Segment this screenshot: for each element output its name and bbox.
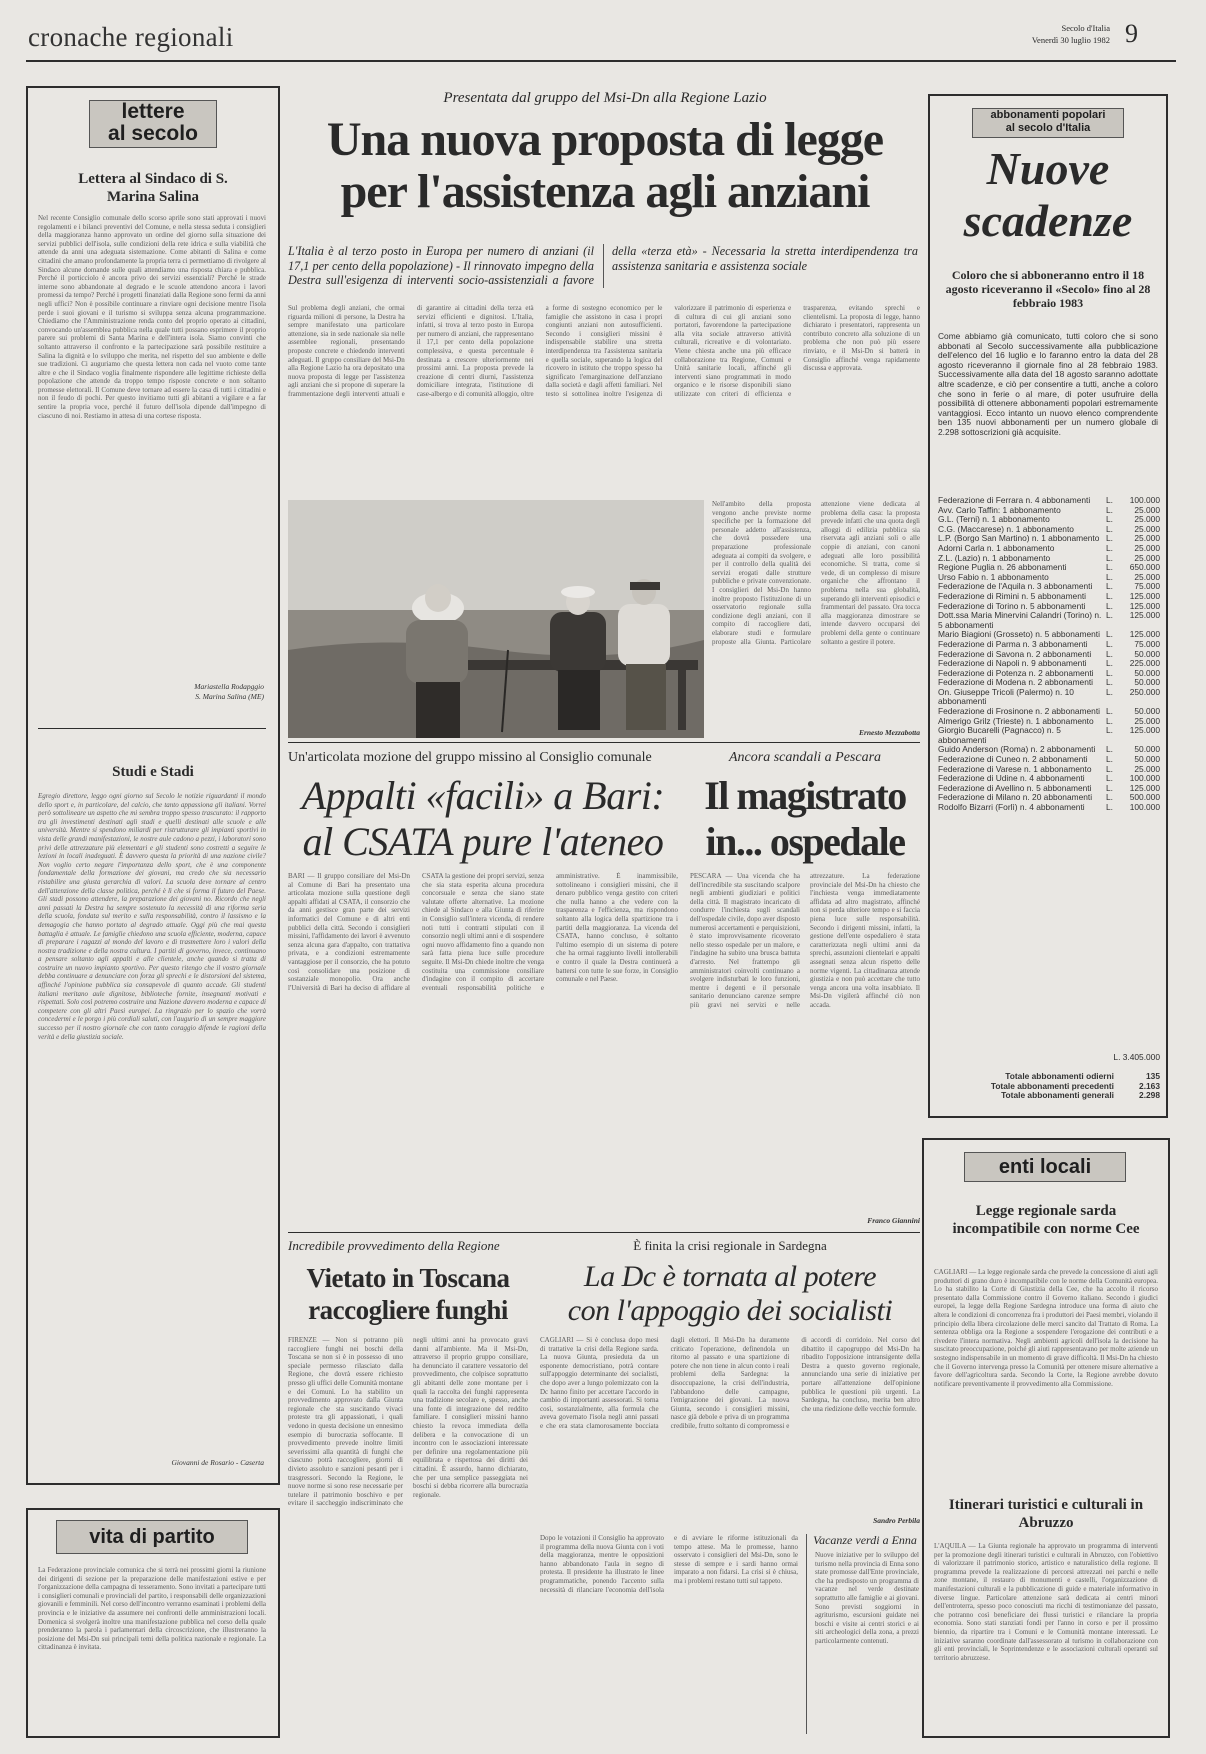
subscription-row-label: Urso Fabio n. 1 abbonamento bbox=[938, 571, 1049, 582]
subscription-row-amount: 50.000 bbox=[1134, 754, 1160, 765]
sardegna-body-lower: Dopo le votazioni il Consiglio ha approvato il programma della nuova Giunta con i voti della maggioranza, mentre le opposizioni hanno abbandonato l'aula in segno di protesta. Il presidente ha illustrato le linee programmatiche, ponendo l'accento sulla necessità di rilanciare l'economia dell'isola e di avviare le riforme istituzionali da tempo attese. Ma le promesse, hanno osservato i consiglieri del Msi-Dn, sono le stesse di sempre e i sardi hanno ormai imparato a non fidarsi. La crisi si è chiusa, ma i problemi restano tutti sul tappeto. bbox=[540, 1534, 798, 1594]
subscription-row-currency: L. bbox=[1106, 629, 1113, 640]
abbonamenti-intro: Come abbiamo già comunicato, tutti coloro che si sono abbonati al Secolo successivamente alla pubblicazione dell'elenco del 16 luglio e lo faranno entro la data del 28 agosto riceveranno il giornale fino al 28 febbraio 1983. Successivamente alla data del 18 agosto saranno adottate altre scadenze, e ciò per consentire a tutti, anche a coloro che sono in ferie o al mare, di poter usufruire della possibilità di ottenere abbonamenti popolari estremamente vantaggiosi. Ecco intanto un nuovo elenco comprendente ben 135 nuovi abbonamenti per un numero globale di 2.298 sottoscrizioni già acquisite. bbox=[938, 331, 1158, 437]
subscription-row-amount: 125.000 bbox=[1129, 782, 1160, 793]
subscription-row-amount: 75.000 bbox=[1134, 581, 1160, 592]
subscription-row-amount: 25.000 bbox=[1134, 763, 1160, 774]
subscription-row-label: Federazione di Modena n. 2 abbonamenti bbox=[938, 677, 1094, 688]
subscription-row-amount: 25.000 bbox=[1134, 542, 1160, 553]
subscription-row-label: Dott.ssa Maria Minervini Calandri (Torino) n. 5 abbonamenti bbox=[938, 610, 1102, 630]
subscription-row-label: Giorgio Bucarelli (Pagnacco) n. 5 abbonamenti bbox=[938, 725, 1061, 745]
subscription-row-currency: L. bbox=[1106, 610, 1113, 621]
enti-locali-box bbox=[922, 1138, 1170, 1738]
subscription-row-amount: 25.000 bbox=[1134, 533, 1160, 544]
letter2-title: Studi e Stadi bbox=[112, 764, 194, 780]
letter1-title: Lettera al Sindaco di S. Marina Salina bbox=[78, 171, 228, 205]
subscription-row-label: Federazione di Varese n. 1 abbonamento bbox=[938, 763, 1092, 774]
subscription-row-currency: L. bbox=[1106, 686, 1113, 697]
subscription-row-currency: L. bbox=[1106, 706, 1113, 717]
subscription-row-amount: 75.000 bbox=[1134, 638, 1160, 649]
sardegna-body: CAGLIARI — Si è conclusa dopo mesi di trattative la crisi della Regione sarda. La nuova Giunta, presieduta da un esponente democristiano, potrà contare sull'appoggio determinante dei socialisti, che dopo aver a lungo polemizzato con la Dc hanno finito per accettare l'accordo in cambio di importanti assessorati. Si torna così, sostanzialmente, alla formula che aveva governato l'isola negli anni passati e che era stata clamorosamente bocciata dagli elettori. Il Msi-Dn ha duramente criticato l'operazione, definendola un ritorno al passato e una spartizione di potere che non tiene in alcun conto i reali problemi della Sardegna: la disoccupazione, la crisi dell'industria, l'abbandono delle campagne, l'emigrazione dei giovani. La nuova Giunta, secondo i consiglieri missini, nasce già debole e priva di un programma credibile, frutto soltanto di compromessi e di accordi di corridoio. Nel corso del dibattito il capogruppo del Msi-Dn ha ribadito l'opposizione intransigente della Destra a questo governo regionale, annunciando una serie di iniziative per portare all'attenzione dell'opinione pubblica le questioni più urgenti. La Sardegna, ha concluso, merita ben altro che una riedizione delle vecchie formule. bbox=[540, 1336, 920, 1430]
letter1-signature: Mariastella Rodapggio bbox=[194, 682, 264, 691]
subscription-row-currency: L. bbox=[1106, 773, 1113, 784]
subscription-row-label: C.G. (Maccarese) n. 1 abbonamento bbox=[938, 523, 1074, 534]
issue-date: Venerdì 30 luglio 1982 bbox=[1031, 35, 1110, 45]
letter1-body: Nel recente Consiglio comunale dello scorso aprile sono stati approvati i nuovi regolamenti e i bilanci preventivi del Comune, e nella stessa seduta i consiglieri della maggioranza hanno approvato un ordine del giorno sulla situazione dei servizi pubblici dell'isola, sulle condizioni della rete idrica e sulla viabilità che attende da anni una adeguata sistemazione. Come abitanti di Salina e come cittadini che amano profondamente la propria terra ci permettiamo di rivolgere al Sindaco alcune domande sulle quali attendiamo una risposta chiara e pubblica. Perché il porticciolo è ancora privo dei servizi essenziali? Perché le strade interne sono abbandonate al degrado e le scuole attendono ancora i lavori promessi da tempo? Perché i progetti finanziati dalla Regione sono fermi da anni negli uffici? Non è possibile continuare a rinviare ogni decisione mentre l'isola perde i suoi giovani e il turismo si sviluppa senza alcuna programmazione. Chiediamo che l'Amministrazione renda conto del proprio operato ai cittadini, convocando un'assemblea pubblica nella quale tutti possano esprimere il proprio parere sui problemi di Santa Marina e dell'intera isola. Siamo convinti che soltanto attraverso il confronto e la partecipazione sarà possibile restituire a Salina la dignità e lo sviluppo che merita, nel rispetto del suo ambiente e delle sue tradizioni. Ci auguriamo che questa lettera non cada nel vuoto come tante altre e che il Sindaco voglia finalmente rispondere alle legittime richieste della popolazione che attende da troppo tempo risposte concrete e non soltanto promesse elettorali. Il Comune deve tornare ad essere la casa di tutti i cittadini e non il feudo di pochi. Per questo invitiamo tutti gli abitanti a vigilare e a far sentire la propria voce, perché il futuro dell'isola dipende dall'impegno di ciascuno di noi. Restiamo in attesa di una cortese risposta. bbox=[38, 214, 266, 420]
abbonamenti-tag-line2: al secolo d'Italia bbox=[1005, 122, 1091, 134]
subscription-row-amount: 50.000 bbox=[1134, 744, 1160, 755]
subscription-row-label: Federazione di Torino n. 5 abbonamenti bbox=[938, 600, 1086, 611]
subscription-row-label: Federazione di Savona n. 2 abbonamenti bbox=[938, 648, 1092, 659]
vita-partito-tag: vita di partito bbox=[56, 1520, 248, 1554]
subscription-row-currency: L. bbox=[1106, 754, 1113, 765]
subscription-row-amount: 25.000 bbox=[1134, 715, 1160, 726]
subscription-row bbox=[938, 803, 1160, 813]
subscription-row-label: Regione Puglia n. 26 abbonamenti bbox=[938, 562, 1067, 573]
main-deck: L'Italia è al terzo posto in Europa per numero di anziani (il 17,1 per cento della popolazione) - Il rinnovato impegno della Destra sull'esigenza di interventi socio-assistenziali a favore della «terza età» - Necessaria la stretta interdipendenza tra assistenza sanitaria e assistenza sociale bbox=[288, 244, 918, 287]
subscription-row-amount: 650.000 bbox=[1129, 562, 1160, 573]
abbonamenti-table bbox=[938, 496, 1160, 813]
subscription-row-currency: L. bbox=[1106, 533, 1113, 544]
bari-headline-line2: al CSATA pure l'ateneo bbox=[302, 819, 664, 864]
enti-article2-title: Itinerari turistici e culturali in Abruzzo bbox=[948, 1497, 1144, 1531]
subscription-total-label: Totale abbonamenti precedenti bbox=[990, 1080, 1114, 1091]
pescara-body: PESCARA — Una vicenda che ha dell'incredibile sta suscitando scalpore negli ambienti giudiziari e politici della città. Il magistrato incaricato di condurre l'inchiesta sugli scandali dell'ospedale civile, dopo aver disposto numerosi accertamenti e perquisizioni, è stato improvvisamente ricoverato nello stesso ospedale per un malore, e l'indagine ha subito una brusca battuta d'arresto. Nel frattempo gli amministratori coinvolti continuano a svolgere indisturbati le loro funzioni, mentre i degenti e il personale sanitario denunciano carenze sempre più gravi nei servizi e nelle attrezzature. La federazione provinciale del Msi-Dn ha chiesto che l'inchiesta venga immediatamente affidata ad altro magistrato, affinché non si perda ulteriore tempo e si faccia piena luce sulle responsabilità. Secondo i dirigenti missini, infatti, la gestione dell'ente ospedaliero è stata caratterizzata negli ultimi anni da sprechi, assunzioni clientelari e appalti assegnati senza alcun rispetto delle norme vigenti. La cittadinanza attende giustizia e non può accettare che tutto venga ancora una volta insabbiato. Il Msi-Dn vigilerà affinché ciò non accada. bbox=[690, 872, 920, 1009]
subscription-row-currency: L. bbox=[1106, 638, 1113, 649]
subscription-row-label: Z.L. (Lazio) n. 1 abbonamento bbox=[938, 552, 1051, 563]
subscription-row-label: L.P. (Borgo San Martino) n. 1 abbonamento bbox=[938, 533, 1100, 544]
subscription-row-currency: L. bbox=[1106, 744, 1113, 755]
subscription-row-label: Federazione di Potenza n. 2 abbonamenti bbox=[938, 667, 1094, 678]
subscription-row-label: G.L. (Terni) n. 1 abbonamento bbox=[938, 514, 1050, 525]
vita-partito-box bbox=[26, 1508, 280, 1738]
subscription-row-currency: L. bbox=[1106, 648, 1113, 659]
bari-headline-line1: Appalti «facili» a Bari: bbox=[301, 773, 665, 818]
abbonamenti-lead: Coloro che si abboneranno entro il 18 agosto riceveranno il «Secolo» fino al 28 febbraio 1983 bbox=[945, 268, 1151, 310]
main-headline-line1: Una nuova proposta di legge bbox=[326, 113, 884, 166]
subscription-total-row bbox=[938, 1091, 1160, 1101]
subscription-row-amount: 250.000 bbox=[1129, 686, 1160, 697]
subscription-row-currency: L. bbox=[1106, 495, 1113, 505]
subscription-row-amount: 25.000 bbox=[1134, 571, 1160, 582]
enti-article1-title: Legge regionale sarda incompatibile con norme Cee bbox=[952, 1203, 1140, 1237]
subscription-row-currency: L. bbox=[1106, 658, 1113, 669]
subscription-row-amount: 50.000 bbox=[1134, 706, 1160, 717]
subscription-row-label: Rodolfo Bizarri (Forlì) n. 4 abbonamenti bbox=[938, 802, 1085, 812]
subscription-row-currency: L. bbox=[1106, 504, 1113, 515]
subscription-row-currency: L. bbox=[1106, 514, 1113, 525]
sardegna-signature: Sandro Perbila bbox=[873, 1516, 920, 1525]
main-bottom-rule bbox=[288, 742, 920, 743]
subscription-row-currency: L. bbox=[1106, 792, 1113, 803]
abbonamenti-grand-sum: L. 3.405.000 bbox=[1113, 1052, 1160, 1062]
subscription-row-label: Avv. Carlo Taffin: 1 abbonamento bbox=[938, 504, 1061, 515]
enna-sidebar bbox=[806, 1534, 923, 1734]
subscription-row-amount: 25.000 bbox=[1134, 523, 1160, 534]
subscription-row-amount: 100.000 bbox=[1129, 802, 1160, 812]
subscription-row-amount: 100.000 bbox=[1129, 495, 1160, 505]
subscription-row-amount: 125.000 bbox=[1129, 600, 1160, 611]
subscription-row-currency: L. bbox=[1106, 802, 1113, 812]
subscription-row-amount: 25.000 bbox=[1134, 514, 1160, 525]
section-title: cronache regionali bbox=[28, 22, 234, 52]
subscription-row-amount: 100.000 bbox=[1129, 773, 1160, 784]
elderly-men-photo bbox=[288, 500, 704, 738]
main-signature: Ernesto Mezzabotta bbox=[858, 728, 920, 737]
abbonamenti-box bbox=[928, 94, 1168, 1118]
subscription-row-label: Guido Anderson (Roma) n. 2 abbonamenti bbox=[938, 744, 1096, 755]
subscription-row-label: Federazione di Cuneo n. 2 abbonamenti bbox=[938, 754, 1088, 765]
subscription-row-label: Federazione di Frosinone n. 2 abbonamenti bbox=[938, 706, 1101, 717]
subscription-row-currency: L. bbox=[1106, 763, 1113, 774]
subscription-row-label: Federazione di Avellino n. 5 abbonamenti bbox=[938, 782, 1092, 793]
subscription-total-value: 135 bbox=[1146, 1071, 1160, 1081]
header-rule bbox=[26, 60, 1176, 62]
subscription-row-amount: 50.000 bbox=[1134, 677, 1160, 688]
toscana-headline-line1: Vietato in Toscana bbox=[306, 1263, 510, 1293]
subscription-row-amount: 50.000 bbox=[1134, 648, 1160, 659]
subscription-row-currency: L. bbox=[1106, 677, 1113, 688]
subscription-row-currency: L. bbox=[1106, 715, 1113, 726]
pescara-kicker: Ancora scandali a Pescara bbox=[728, 750, 882, 765]
abbonamenti-tag-line1: abbonamenti popolari bbox=[990, 109, 1106, 121]
subscription-row-label: Federazione di Udine n. 4 abbonamenti bbox=[938, 773, 1085, 784]
subscription-total-label: Totale abbonamenti generali bbox=[1001, 1090, 1114, 1101]
subscription-row-label: Federazione di Parma n. 3 abbonamenti bbox=[938, 638, 1088, 649]
subscription-row-currency: L. bbox=[1106, 562, 1113, 573]
subscription-row-currency: L. bbox=[1106, 581, 1113, 592]
subscription-row-label: Adorni Carla n. 1 abbonamento bbox=[938, 542, 1055, 553]
subscription-row-amount: 25.000 bbox=[1134, 552, 1160, 563]
subscription-row-currency: L. bbox=[1106, 571, 1113, 582]
paper-name: Secolo d'Italia bbox=[1061, 23, 1110, 33]
subscription-row-amount: 125.000 bbox=[1129, 725, 1160, 736]
enna-sidebar-title: Vacanze verdi a Enna bbox=[813, 1533, 917, 1547]
enna-sidebar-body: Nuove iniziative per lo sviluppo del turismo nella provincia di Enna sono state promosse dall'Ente provinciale, che ha predisposto un programma di vacanze nel verde destinate soprattutto alle famiglie e ai giovani. Sono previsti soggiorni in agriturismo, escursioni guidate nei boschi e visite ai centri storici e ai siti archeologici della zona, a prezzi particolarmente contenuti. bbox=[815, 1551, 919, 1645]
lettere-tag-line2: al secolo bbox=[108, 122, 198, 145]
subscription-row-amount: 50.000 bbox=[1134, 667, 1160, 678]
subscription-row-currency: L. bbox=[1106, 600, 1113, 611]
pescara-headline-line1: Il magistrato bbox=[704, 773, 906, 818]
subscription-row-currency: L. bbox=[1106, 552, 1113, 563]
main-headline-line2: per l'assistenza agli anziani bbox=[340, 165, 870, 218]
subscription-row-amount: 225.000 bbox=[1129, 658, 1160, 669]
abbonamenti-headline-line2: scadenze bbox=[963, 195, 1133, 246]
abbonamenti-tag bbox=[972, 108, 1124, 138]
subscription-row-label: Federazione de l'Aquila n. 3 abbonamenti bbox=[938, 581, 1093, 592]
elderly-men-photo-svg bbox=[288, 500, 704, 738]
subscription-row bbox=[938, 688, 1160, 707]
subscription-row-amount: 500.000 bbox=[1129, 792, 1160, 803]
subscription-row-currency: L. bbox=[1106, 523, 1113, 534]
subscription-row-label: Almerigo Grilz (Trieste) n. 1 abbonamento bbox=[938, 715, 1094, 726]
subscription-row-amount: 125.000 bbox=[1129, 610, 1160, 621]
subscription-row-currency: L. bbox=[1106, 542, 1113, 553]
subscription-row-label: Federazione di Ferrara n. 4 abbonamenti bbox=[938, 495, 1091, 505]
subscription-row-amount: 125.000 bbox=[1129, 590, 1160, 601]
subscription-row-currency: L. bbox=[1106, 782, 1113, 793]
subscription-row-label: Federazione di Milano n. 20 abbonamenti bbox=[938, 792, 1093, 803]
abbonamenti-headline-line1: Nuove bbox=[986, 143, 1110, 194]
toscana-headline-line2: raccogliere funghi bbox=[308, 1295, 508, 1325]
subscription-row-amount: 25.000 bbox=[1134, 504, 1160, 515]
subscription-row-currency: L. bbox=[1106, 590, 1113, 601]
lettere-divider bbox=[38, 728, 266, 729]
subscription-total-value: 2.163 bbox=[1139, 1080, 1160, 1091]
subscription-total-value: 2.298 bbox=[1139, 1090, 1160, 1101]
subscription-row bbox=[938, 611, 1160, 630]
subscription-row-label: Federazione di Rimini n. 5 abbonamenti bbox=[938, 590, 1087, 601]
sardegna-headline-line1: La Dc è tornata al potere bbox=[583, 1260, 877, 1293]
subscription-row-currency: L. bbox=[1106, 725, 1113, 736]
bari-kicker: Un'articolata mozione del gruppo missino al Consiglio comunale bbox=[288, 750, 652, 765]
sardegna-headline-line2: con l'appoggio dei socialisti bbox=[567, 1294, 893, 1327]
middle-rule bbox=[288, 1232, 920, 1233]
letter1-place: S. Marina Salina (ME) bbox=[195, 692, 264, 701]
letter2-signature: Giovanni de Rosario - Caserta bbox=[171, 1458, 264, 1467]
subscription-row-amount: 125.000 bbox=[1129, 629, 1160, 640]
main-body-top: Sul problema degli anziani, che ormai riguarda milioni di persone, la Destra ha sempre manifestato una particolare attenzione, sia in sede nazionale sia nelle assemblee regionali, presentando proposte concrete e chiedendo interventi adeguati. Il gruppo consiliare del Msi-Dn alla Regione Lazio ha ora depositato una nuova proposta di legge per l'assistenza agli anziani che si propone di superare la frammentazione degli interventi attuali e di garantire ai cittadini della terza età servizi efficienti e dignitosi. L'Italia, infatti, si trova al terzo posto in Europa per numero di anziani, che rappresentano il 17,1 per cento della popolazione complessiva, e questa percentuale è destinata a crescere ulteriormente nei prossimi anni. La proposta prevede la creazione di centri diurni, l'assistenza domiciliare integrata, l'istituzione di case-albergo e di comunità alloggio, oltre a forme di sostegno economico per le famiglie che assistono in casa i propri congiunti anziani non autosufficienti. Secondo i consiglieri missini è indispensabile stabilire una stretta interdipendenza tra l'assistenza sanitaria e quella sociale, superando la logica del ricovero in istituto che troppo spesso ha significato l'emarginazione dell'anziano dalla società e dagli affetti familiari. Nel testo si sottolinea inoltre l'esigenza di valorizzare il patrimonio di esperienza e di cultura di cui gli anziani sono portatori, favorendone la partecipazione alla vita sociale attraverso attività culturali, ricreative e di volontariato. Viene chiesta anche una più efficace collaborazione tra Regione, Comuni e Unità sanitarie locali, affinché gli interventi siano programmati in modo organico e le risorse disponibili siano utilizzate con criteri di efficienza e trasparenza, evitando sprechi e clientelismi. La proposta di legge, hanno dichiarato i presentatori, rappresenta un contributo concreto alla soluzione di un problema che non può più essere rinviato, e il Msi-Dn si batterà in Consiglio affinché venga rapidamente discussa e approvata. bbox=[288, 304, 920, 398]
subscription-row-currency: L. bbox=[1106, 667, 1113, 678]
page-number: 9 bbox=[1125, 19, 1138, 48]
enti-article1-body: CAGLIARI — La legge regionale sarda che prevede la concessione di aiuti agli produttori di grano duro è incompatibile con le norme della Comunità europea. Lo ha stabilito la Corte di Giustizia della Cee, che ha accolto il ricorso presentato dalla Commissione contro il Governo italiano. Secondo i giudici europei, la legge della Regione Sardegna introduce una forma di aiuto che altera le condizioni di concorrenza fra i produttori dei Paesi membri, violando il principio della libera circolazione delle merci sancito dal Trattato di Roma. La sentenza obbliga ora la Regione a sospendere l'erogazione dei contributi e a rivedere l'intera normativa. Negli ambienti agricoli dell'isola la decisione ha suscitato preoccupazione, poiché gli aiuti rappresentavano per molte aziende un sostegno indispensabile in un momento di grave difficoltà. Il Msi-Dn ha chiesto che il Governo intervenga presso la Comunità per ottenere misure alternative a favore dell'agricoltura sarda. Secondo la Corte, la Regione avrebbe dovuto notificare preventivamente il provvedimento alla Commissione. bbox=[934, 1268, 1158, 1388]
subscription-row bbox=[938, 726, 1160, 745]
lettere-tag-line1: lettere bbox=[121, 100, 185, 123]
sardegna-kicker: È finita la crisi regionale in Sardegna bbox=[633, 1238, 827, 1253]
toscana-body: FIRENZE — Non si potranno più raccogliere funghi nei boschi della Toscana se non si è in possesso di uno speciale permesso rilasciato dalla Regione, che dovrà essere richiesto presso gli uffici delle Comunità montane e dei Comuni. Lo ha stabilito un provvedimento approvato dalla Giunta regionale che sta suscitando vivaci proteste tra gli appassionati, i quali vedono in questa decisione un ennesimo esempio di burocrazia soffocante. Il provvedimento prevede inoltre limiti severissimi alla quantità di funghi che ciascuno potrà raccogliere, giorni di divieto assoluto e sanzioni pesanti per i trasgressori. Secondo la Regione, le nuove norme si sono rese necessarie per tutelare il patrimonio boschivo e per evitare il saccheggio indiscriminato che negli ultimi anni ha provocato gravi danni all'ambiente. Ma il Msi-Dn, attraverso il proprio gruppo consiliare, ha denunciato il carattere vessatorio del provvedimento, che colpisce soprattutto gli abitanti delle zone montane per i quali la raccolta dei funghi rappresenta una tradizione secolare e, spesso, anche una fonte di integrazione del reddito familiare. I consiglieri missini hanno chiesto la revoca immediata della delibera e la convocazione di un incontro con le associazioni interessate per definire una regolamentazione più equilibrata e rispettosa dei diritti dei cittadini. È assurdo, hanno dichiarato, che per una semplice passeggiata nei boschi si debba ricorrere alla burocrazia regionale. bbox=[288, 1336, 528, 1508]
pescara-headline-line2: in... ospedale bbox=[705, 819, 905, 864]
toscana-kicker: Incredibile provvedimento della Regione bbox=[288, 1238, 500, 1253]
lettere-box bbox=[26, 86, 280, 1485]
pescara-signature: Franco Giannini bbox=[867, 1216, 920, 1225]
abbonamenti-totals bbox=[938, 1072, 1160, 1101]
subscription-row-label: On. Giuseppe Tricoli (Palermo) n. 10 abbonamenti bbox=[938, 686, 1074, 707]
main-kicker: Presentata dal gruppo del Msi-Dn alla Regione Lazio bbox=[443, 90, 767, 106]
enti-article2-body: L'AQUILA — La Giunta regionale ha approvato un programma di interventi per la promozione degli itinerari turistici e culturali in Abruzzo, con l'obiettivo di valorizzare il patrimonio storico, artistico e naturalistico della regione. Il programma prevede la realizzazione di percorsi attrezzati nei parchi e nelle zone montane, il restauro di monumenti e castelli, l'organizzazione di manifestazioni culturali e la pubblicazione di guide e materiale informativo in diverse lingue. Particolare attenzione sarà dedicata ai centri minori dell'entroterra, spesso poco conosciuti ma ricchi di testimonianze del passato, che potranno così beneficiare dei flussi turistici e rilanciare la propria economia. Sono stati stanziati fondi per l'anno in corso e per il prossimo biennio, da ripartire tra i Comuni e le Comunità montane interessati. Le iniziative saranno coordinate dall'assessorato al turismo in collaborazione con gli enti provinciali, le Soprintendenze e le associazioni culturali operanti sul territorio abruzzese. bbox=[934, 1542, 1158, 1662]
lettere-tag bbox=[89, 100, 217, 148]
bari-body: BARI — Il gruppo consiliare del Msi-Dn al Comune di Bari ha presentato una articolata mozione sulla questione degli appalti affidati al CSATA, il consorzio che da anni gestisce gran parte dei servizi informatici del Comune e di altri enti pubblici della città. Secondo i consiglieri missini, l'affidamento dei lavori è avvenuto senza alcuna gara d'appalto, con trattativa privata, e a condizioni estremamente vantaggiose per il consorzio, che ha potuto così consolidare una posizione di sostanziale monopolio. Ora anche l'Università di Bari ha deciso di affidare al CSATA la gestione dei propri servizi, senza che sia stata esperita alcuna procedura concorsuale e senza che siano state valutate offerte alternative. La mozione chiede al Sindaco e alla Giunta di riferire in Consiglio sull'intera vicenda, di rendere noti tutti i contratti stipulati con il consorzio negli ultimi anni e di sospendere ogni nuovo affidamento fino a quando non sarà fatta piena luce sulle procedure seguite. Il Msi-Dn chiede inoltre che venga costituita una commissione consiliare d'indagine con il compito di accertare eventuali responsabilità politiche e amministrative. È inammissibile, sottolineano i consiglieri missini, che il denaro pubblico venga gestito con criteri che nulla hanno a che vedere con la trasparenza e l'efficienza, ma rispondono soltanto alla logica della spartizione tra i partiti della maggioranza. La vicenda del CSATA, hanno concluso, è soltanto l'ultimo esempio di un sistema di potere che ha ormai raggiunto livelli intollerabili e contro il quale la Destra continuerà a battersi con tutte le sue forze, in Consiglio comunale e nel Paese. bbox=[288, 872, 678, 992]
enti-locali-tag: enti locali bbox=[964, 1152, 1126, 1182]
subscription-total-label: Totale abbonamenti odierni bbox=[1005, 1071, 1114, 1081]
subscription-row-label: Federazione di Napoli n. 9 abbonamenti bbox=[938, 658, 1087, 669]
letter2-body: Egregio direttore, leggo ogni giorno sul Secolo le notizie riguardanti il mondo dello sport e, in particolare, del calcio, che tanto appassiona gli italiani. Vorrei però sottolineare un aspetto che mi sembra troppo spesso trascurato: il rapporto tra gli investimenti destinati agli stadi e quelli destinati alle scuole e alle università. Mentre si spendono miliardi per ristrutturare gli impianti sportivi in vista delle grandi manifestazioni, le nostre aule cadono a pezzi, i laboratori sono privi delle attrezzature più elementari e gli studenti sono costretti a seguire le lezioni in locali inadeguati. È davvero questa la priorità di una nazione civile? Non voglio certo negare l'importanza dello sport, che è una componente fondamentale della formazione dei giovani, ma credo che sia necessario ristabilire una giusta gerarchia di valori. La scuola deve tornare al centro dell'attenzione della classe politica, perché è lì che si forma il futuro del Paese. Gli stadi possono attendere, la preparazione dei giovani no. Ricordo che negli anni passati la Destra ha sempre sostenuto la necessità di una riforma seria della scuola, fondata sul merito e sulla responsabilità, contro il lassismo e la demagogia che hanno portato al degrado attuale. Oggi più che mai questa battaglia è attuale. Le famiglie chiedono una scuola efficiente, moderna, capace di preparare i ragazzi al mondo del lavoro e di trasmettere loro i valori della nostra tradizione e della nostra cultura. I partiti di governo, invece, continuano a pensare soltanto agli appalti e alle clientele, anche quando si tratta di costruire un nuovo impianto sportivo. Per questo ritengo che il vostro giornale debba continuare a denunciare con forza gli sprechi e le distorsioni del sistema, affinché l'opinione pubblica sia consapevole di quanto accade. Gli studenti italiani meritano aule dignitose, biblioteche fornite, insegnanti motivati e rispettati. Solo così potremo costruire una Nazione davvero moderna e capace di competere con gli altri Paesi europei. La ringrazio per lo spazio che vorrà concedermi e le porgo i più cordiali saluti, con l'augurio di un sempre maggiore successo per il nostro giornale che con tanto coraggio difende le ragioni della verità e della giustizia sociale. bbox=[38, 792, 266, 1041]
main-body-bottom: Nell'ambito della proposta vengono anche previste norme specifiche per la formazione del personale addetto all'assistenza, che dovrà possedere una preparazione professionale adeguata ai compiti da svolgere, e per il controllo della qualità dei servizi erogati dalle strutture pubbliche e private convenzionate. I consiglieri del Msi-Dn hanno inoltre proposto l'istituzione di un osservatorio regionale sulla condizione degli anziani, con il compito di raccogliere dati, elaborare studi e formulare proposte alla Giunta. Particolare attenzione viene dedicata al problema della casa: la proposta prevede infatti che una quota degli alloggi di edilizia pubblica sia riservata agli anziani soli o alle coppie di anziani, con canoni adeguati alle loro possibilità economiche. Si tratta, come si vede, di un complesso di misure organiche che affrontano il problema nella sua globalità, superando gli interventi episodici e frammentari del passato. Ora tocca alla maggioranza dimostrare se intende davvero occuparsi dei problemi della gente o continuare soltanto a gestire il potere. bbox=[712, 500, 920, 646]
subscription-row-label: Mario Biagioni (Grosseto) n. 5 abbonamenti bbox=[938, 629, 1100, 640]
vita-partito-body: La Federazione provinciale comunica che si terrà nei prossimi giorni la riunione dei dirigenti di sezione per la preparazione delle manifestazioni estive e per l'organizzazione della campagna di tesseramento. Sono invitati a partecipare tutti i consiglieri comunali e provinciali del partito, i responsabili delle organizzazioni giovanili e femminili. Nel corso dell'incontro verranno esaminati i problemi della provincia e le iniziative da assumere nei confronti delle amministrazioni locali. Domenica si svolgerà inoltre una manifestazione pubblica nel corso della quale prenderanno la parola i parlamentari della circoscrizione, che illustreranno la posizione del Msi-Dn sui principali temi della politica nazionale e regionale. La cittadinanza è invitata. bbox=[38, 1566, 266, 1652]
